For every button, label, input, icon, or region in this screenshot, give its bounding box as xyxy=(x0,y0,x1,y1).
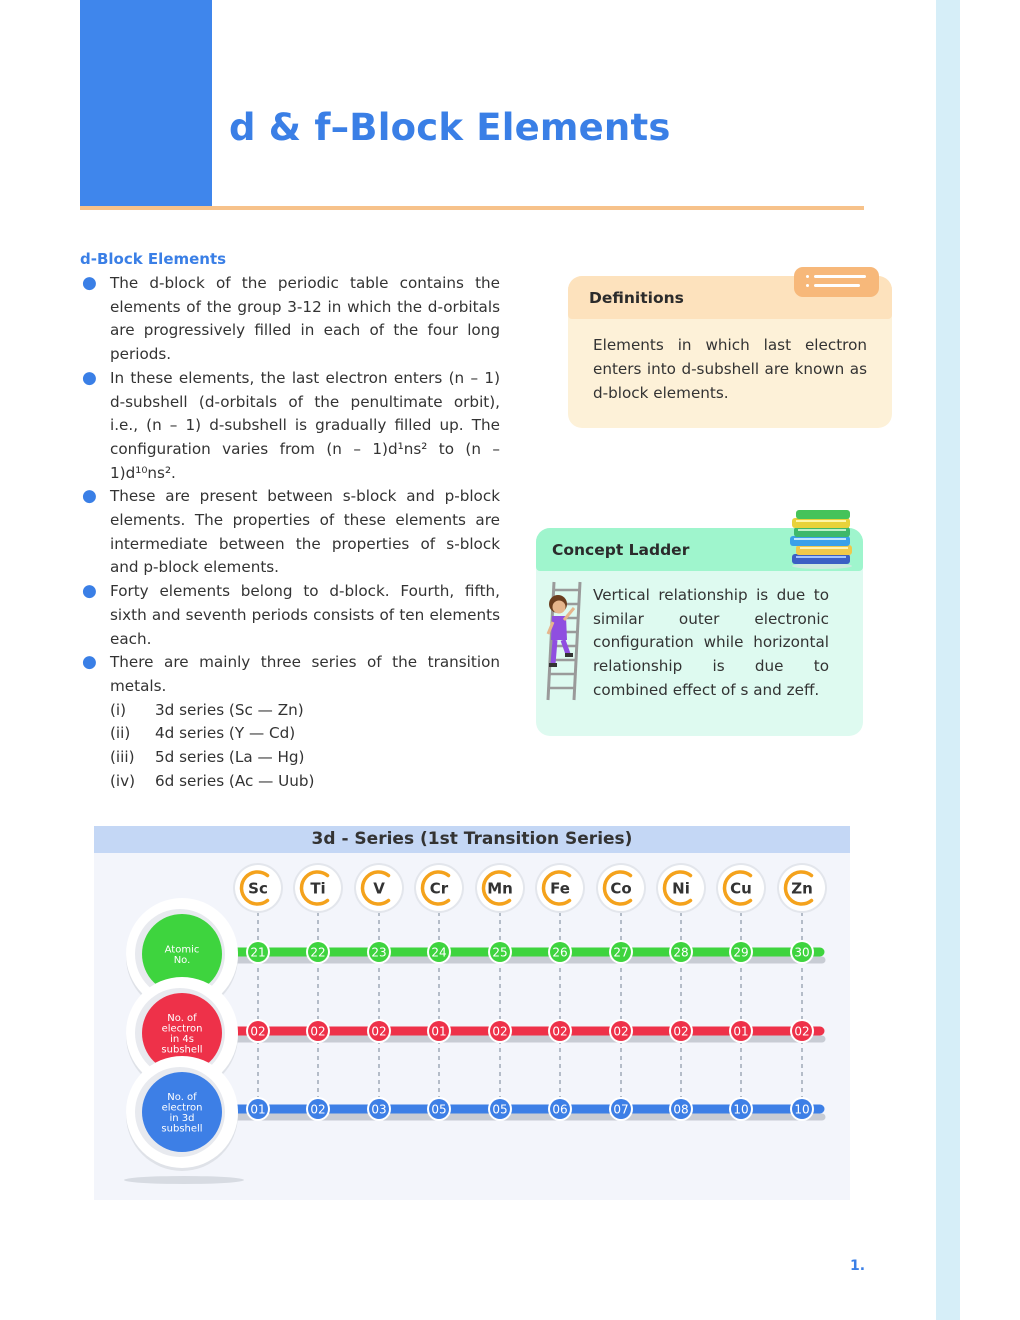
value-label: 02 xyxy=(371,1024,387,1039)
bullet-icon: ● xyxy=(82,652,97,673)
value-label: 02 xyxy=(492,1024,508,1039)
series-item: (iv) 6d series (Ac — Uub) xyxy=(110,771,315,790)
element-symbol: Cr xyxy=(429,879,449,898)
value-label: 10 xyxy=(794,1102,810,1117)
bullet-list xyxy=(80,272,500,793)
value-label: 29 xyxy=(733,945,749,960)
series-item: (i) 3d series (Sc — Zn) xyxy=(110,700,304,719)
bullet-icon: ● xyxy=(82,581,97,602)
value-label: 02 xyxy=(552,1024,568,1039)
side-strip xyxy=(936,0,960,1320)
books-icon xyxy=(786,508,858,570)
value-label: 02 xyxy=(310,1024,326,1039)
value-label: 01 xyxy=(250,1102,266,1117)
value-label: 10 xyxy=(733,1102,749,1117)
page-number: 1. xyxy=(850,1258,866,1274)
value-label: 02 xyxy=(613,1024,629,1039)
value-label: 03 xyxy=(371,1102,387,1117)
element-symbol: Zn xyxy=(791,879,813,898)
row-label-text: in 4s xyxy=(170,1033,194,1045)
bullet-item: ● Forty elements belong to d-block. Fourth, fifth, sixth and seventh periods consists of ten elements each. xyxy=(82,581,500,648)
value-label: 01 xyxy=(733,1024,749,1039)
row-label-text: Atomic xyxy=(164,944,200,956)
value-label: 05 xyxy=(431,1102,447,1117)
title-underline xyxy=(80,206,864,210)
value-label: 08 xyxy=(673,1102,689,1117)
row-bar-shadow xyxy=(212,960,822,962)
row-label-text: No. of xyxy=(167,1012,197,1024)
row-label-text: subshell xyxy=(161,1044,203,1056)
value-label: 25 xyxy=(492,945,508,960)
page-title: d & f–Block Elements xyxy=(229,106,671,149)
row-bar xyxy=(212,1109,820,1113)
notes-tab-icon xyxy=(794,267,879,297)
value-label: 23 xyxy=(371,945,387,960)
bullet-icon: ● xyxy=(82,367,97,388)
value-label: 02 xyxy=(794,1024,810,1039)
bullet-icon: ● xyxy=(82,273,97,293)
chart-canvas xyxy=(94,826,850,1200)
bullet-item: ● In these elements, the last electron enters (n – 1) d-subshell (d-orbitals of the penultimate orbit), i.e., (n – 1) d-subshell is gradually filled up. The configuration varies from (n – 1)d¹ns² to (n – 1)d¹⁰ns². xyxy=(82,367,500,482)
value-label: 30 xyxy=(794,945,810,960)
series-item: (ii) 4d series (Y — Cd) xyxy=(110,724,296,743)
element-symbol: Mn xyxy=(487,879,513,898)
series-item: (iii) 5d series (La — Hg) xyxy=(110,748,305,767)
element-symbol: Sc xyxy=(248,879,268,898)
value-label: 02 xyxy=(673,1024,689,1039)
definitions-box xyxy=(568,276,892,428)
element-symbol: V xyxy=(373,879,385,898)
row-bar xyxy=(212,1031,820,1035)
row-label-text: No. xyxy=(173,954,191,966)
value-label: 26 xyxy=(552,945,568,960)
element-symbol: Ti xyxy=(310,879,326,898)
row-label-text: in 3d xyxy=(169,1112,195,1124)
element-symbol: Cu xyxy=(730,879,752,898)
section-heading: d-Block Elements xyxy=(80,250,227,268)
concept-ladder-text: Vertical relationship is due to similar outer electronic configuration while horizontal relationship is due to combined effect of s and zeff. xyxy=(593,586,829,699)
transition-series-chart xyxy=(94,826,850,1200)
value-label: 02 xyxy=(310,1102,326,1117)
chart-base-shadow xyxy=(124,1176,244,1184)
value-label: 21 xyxy=(250,945,266,960)
bullet-icon: ● xyxy=(82,486,97,507)
value-label: 27 xyxy=(613,945,629,960)
row-bar-shadow xyxy=(212,1039,822,1041)
element-symbol: Co xyxy=(610,879,632,898)
row-bar-shadow xyxy=(212,1117,822,1119)
value-label: 02 xyxy=(250,1024,266,1039)
value-label: 24 xyxy=(431,945,447,960)
bullet-item: ● The d-block of the periodic table contains the elements of the group 3-12 in which the d-orbitals are progressively filled in each of the four long periods. xyxy=(82,273,500,364)
row-label-text: No. of xyxy=(167,1091,197,1103)
row-label-text: electron xyxy=(161,1102,203,1114)
concept-ladder-heading: Concept Ladder xyxy=(552,541,690,559)
value-label: 01 xyxy=(431,1024,447,1039)
bullet-item: ● There are mainly three series of the transition metals. (i) 3d series (Sc — Zn) (ii) 4d series (Y — Cd) (iii) 5d series (La — Hg) (iv) 6d series (Ac — Uub) xyxy=(80,651,500,793)
definitions-heading: Definitions xyxy=(589,289,684,307)
value-label: 28 xyxy=(673,945,689,960)
value-label: 22 xyxy=(310,945,326,960)
chart-title: 3d - Series (1st Transition Series) xyxy=(311,829,633,849)
bullet-item: ● These are present between s-block and p-block elements. The properties of these elements are intermediate between the properties of s-block and p-block elements. xyxy=(82,486,500,577)
row-label-text: electron xyxy=(161,1023,203,1035)
row-label-text: subshell xyxy=(161,1123,203,1135)
series-list xyxy=(110,699,500,794)
value-label: 07 xyxy=(613,1102,629,1117)
definitions-text: Elements in which last electron enters into d-subshell are known as d-block elements. xyxy=(593,336,867,402)
value-label: 05 xyxy=(492,1102,508,1117)
element-symbol: Fe xyxy=(550,879,570,898)
header-accent-block xyxy=(80,0,212,206)
girl-on-ladder-icon xyxy=(540,578,584,702)
value-label: 06 xyxy=(552,1102,568,1117)
element-symbol: Ni xyxy=(672,879,690,898)
row-bar xyxy=(212,952,820,956)
